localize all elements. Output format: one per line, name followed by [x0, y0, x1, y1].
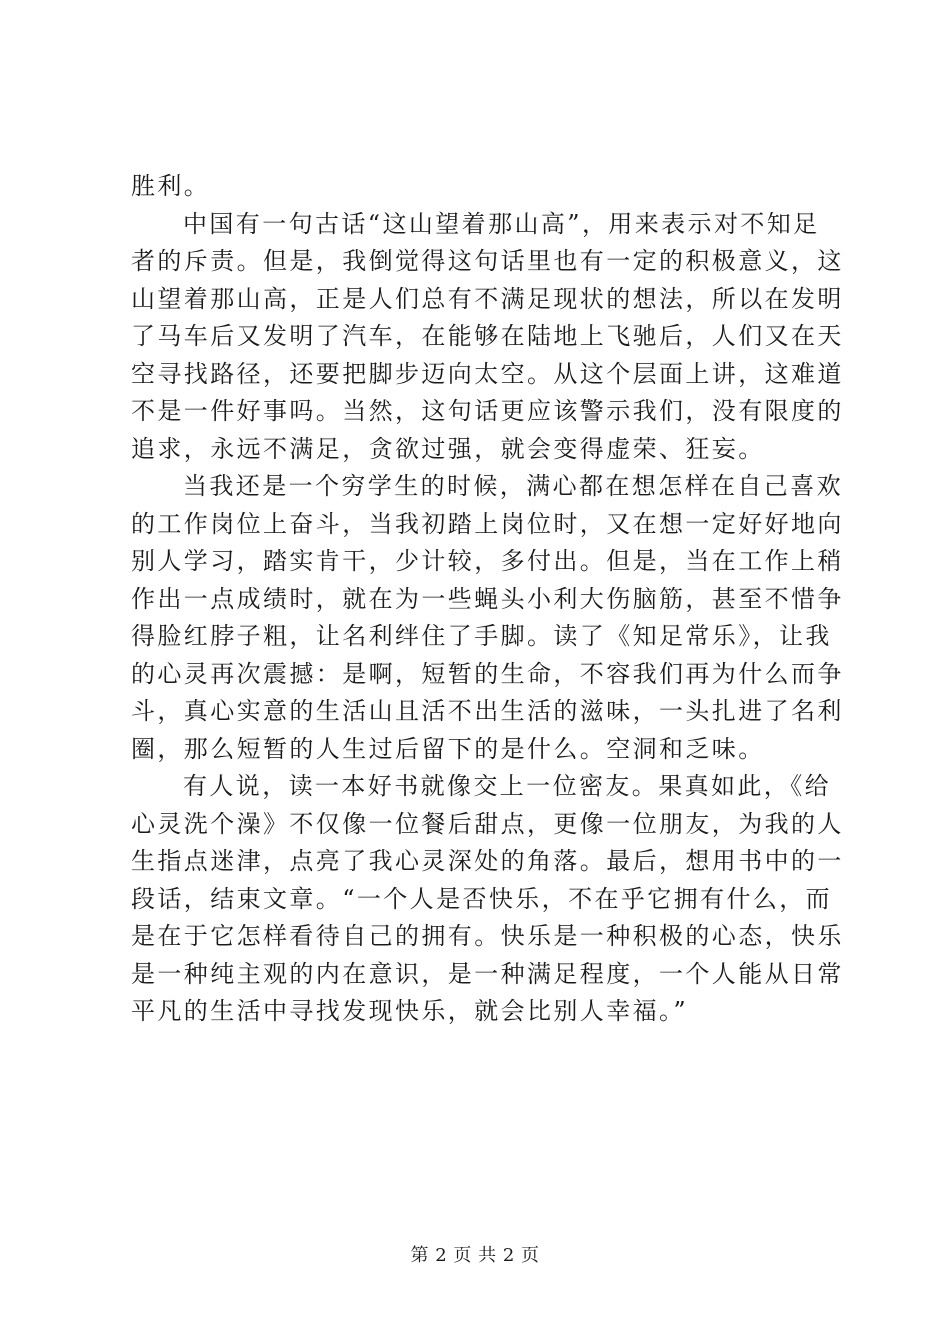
- text-line: 是在于它怎样看待自己的拥有。快乐是一种积极的心态，快乐: [131, 922, 844, 950]
- text-line: 得脸红脖子粗，让名利绊住了手脚。读了《知足常乐》，让我: [131, 622, 832, 650]
- text-line: 心灵洗个澡》不仅像一位餐后甜点，更像一位朋友，为我的人: [131, 809, 844, 838]
- text-line: 平凡的生活中寻找发现快乐，就会比别人幸福。”: [131, 997, 689, 1025]
- text-line: 作出一点成绩时，就在为一些蝇头小利大伤脑筋，甚至不惜争: [131, 584, 844, 613]
- text-line: 当我还是一个穷学生的时候，满心都在想怎样在自己喜欢: [183, 472, 843, 500]
- text-line: 斗，真心实意的生活山且活不出生活的滋味，一头扎进了名利: [131, 697, 844, 725]
- text-line: 段话，结束文章。“一个人是否快乐，不在乎它拥有什么，而: [131, 884, 833, 913]
- text-line: 了马车后又发明了汽车，在能够在陆地上飞驰后，人们又在天: [131, 322, 844, 350]
- text-line: 山望着那山高，正是人们总有不满足现状的想法，所以在发明: [131, 284, 844, 313]
- body-text: [131, 168, 844, 1031]
- text-line: 是一种纯主观的内在意识，是一种满足程度，一个人能从日常: [131, 959, 844, 988]
- text-line: 胜利。: [131, 172, 211, 200]
- text-line: 别人学习，踏实肯干，少计较，多付出。但是，当在工作上稍: [131, 547, 844, 575]
- text-line: 的心灵再次震撼：是啊，短暂的生命，不容我们再为什么而争: [131, 659, 844, 688]
- text-line: 空寻找路径，还要把脚步迈向太空。从这个层面上讲，这难道: [131, 359, 844, 388]
- text-line: 者的斥责。但是，我倒觉得这句话里也有一定的积极意义，这: [131, 247, 844, 275]
- text-line: 有人说，读一本好书就像交上一位密友。果真如此，《给: [183, 772, 831, 800]
- page-number-footer: 第 2 页 共 2 页: [410, 1245, 540, 1266]
- text-line: 中国有一句古话“这山望着那山高”，用来表示对不知足: [183, 209, 820, 238]
- text-line: 生指点迷津，点亮了我心灵深处的角落。最后，想用书中的一: [131, 847, 844, 875]
- text-line: 圈，那么短暂的人生过后留下的是什么。空洞和乏味。: [131, 734, 765, 763]
- text-line: 的工作岗位上奋斗，当我初踏上岗位时，又在想一定好好地向: [131, 509, 844, 538]
- text-line: 追求，永远不满足，贪欲过强，就会变得虚荣、狂妄。: [131, 434, 765, 463]
- text-line: 不是一件好事吗。当然，这句话更应该警示我们，没有限度的: [131, 397, 844, 425]
